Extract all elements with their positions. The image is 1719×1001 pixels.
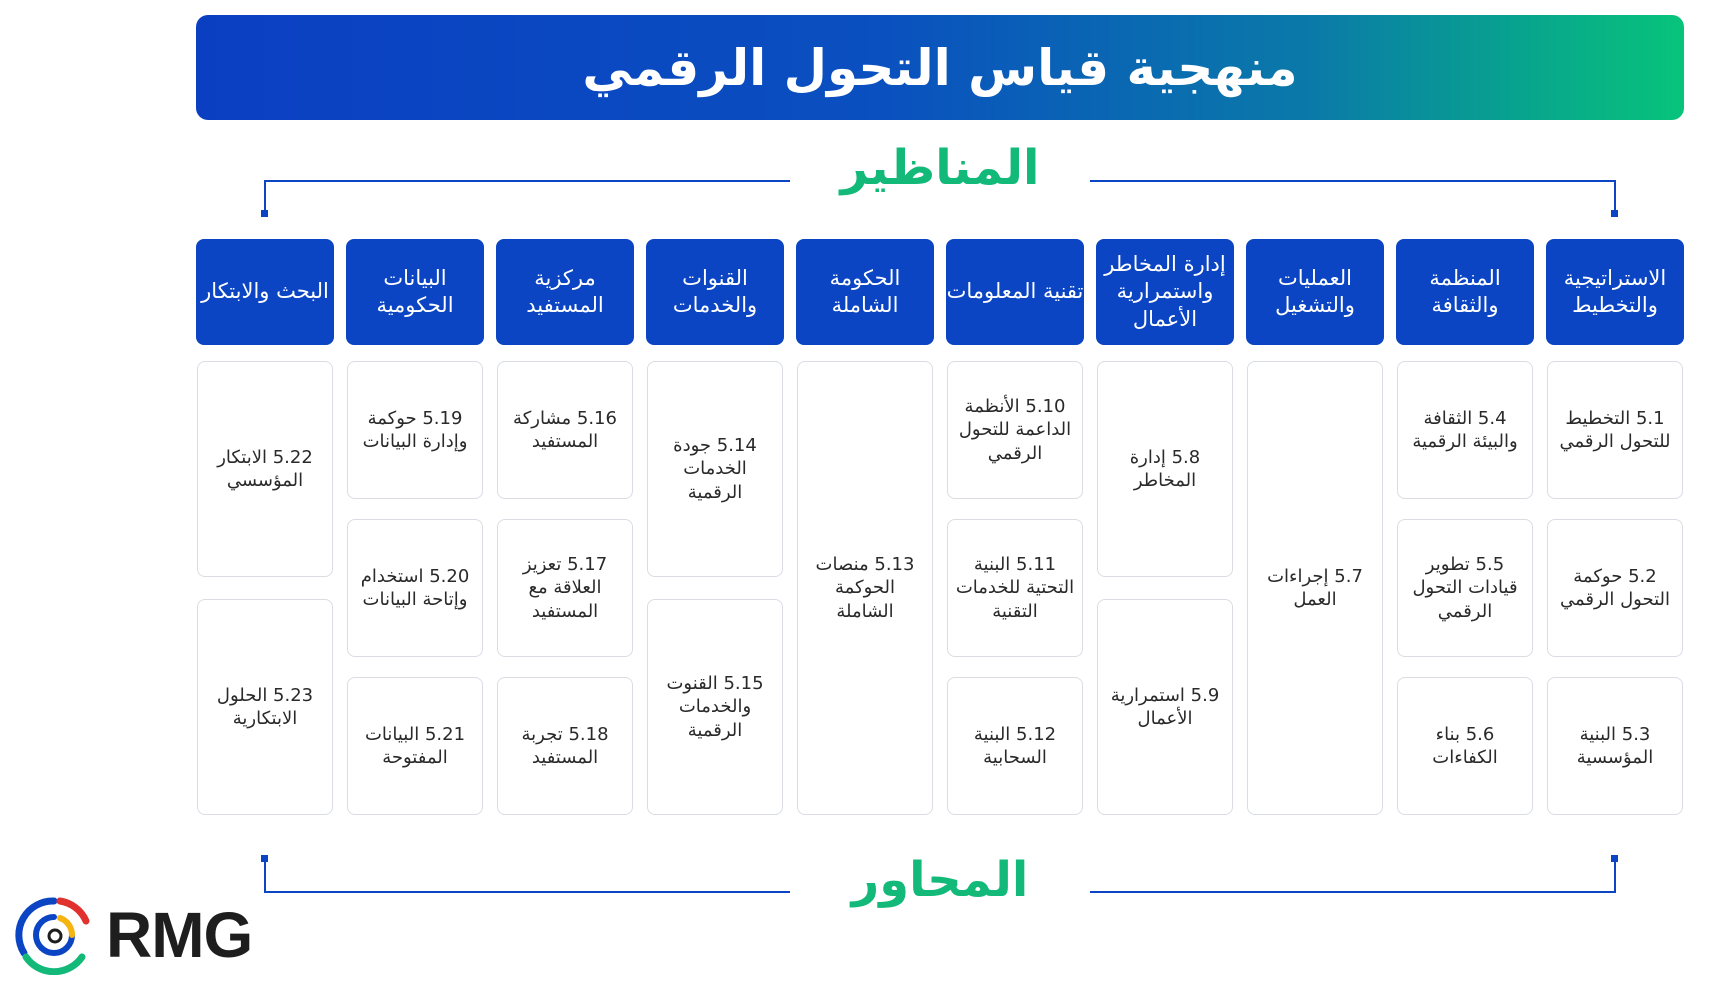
axis-item-5-10: 5.10 الأنظمة الداعمة للتحول الرقمي <box>947 361 1083 499</box>
column-header-governance: الحكومة الشاملة <box>796 239 934 345</box>
axis-item-5-8: 5.8 إدارة المخاطر <box>1097 361 1233 577</box>
axes-label: المحاور <box>790 852 1090 908</box>
axes-bracket-left-leg <box>264 858 266 892</box>
axes-bracket-right <box>1056 891 1616 893</box>
axis-item-5-9: 5.9 استمرارية الأعمال <box>1097 599 1233 815</box>
column-header-organization: المنظمة والثقافة <box>1396 239 1534 345</box>
column-header-operations: العمليات والتشغيل <box>1246 239 1384 345</box>
axis-item-5-16: 5.16 مشاركة المستفيد <box>497 361 633 499</box>
perspectives-bracket-right <box>1056 180 1616 182</box>
axis-item-5-22: 5.22 الابتكار المؤسسي <box>197 361 333 577</box>
axis-item-5-23: 5.23 الحلول الابتكارية <box>197 599 333 815</box>
axis-item-5-11: 5.11 البنية التحتية للخدمات التقنية <box>947 519 1083 657</box>
rmg-logo-text: RMG <box>106 899 253 971</box>
axis-item-5-18: 5.18 تجربة المستفيد <box>497 677 633 815</box>
axis-item-5-17: 5.17 تعزيز العلاقة مع المستفيد <box>497 519 633 657</box>
axis-item-5-6: 5.6 بناء الكفاءات <box>1397 677 1533 815</box>
column-header-risk: إدارة المخاطر واستمرارية الأعمال <box>1096 239 1234 345</box>
axis-item-5-3: 5.3 البنية المؤسسية <box>1547 677 1683 815</box>
bracket-end-marker <box>261 210 268 217</box>
axis-item-5-2: 5.2 حوكمة التحول الرقمي <box>1547 519 1683 657</box>
axis-item-5-15: 5.15 القنوت والخدمات الرقمية <box>647 599 783 815</box>
column-header-strategy: الاستراتيجية والتخطيط <box>1546 239 1684 345</box>
axis-item-5-12: 5.12 البنية السحابية <box>947 677 1083 815</box>
rmg-logo-icon <box>14 895 104 975</box>
axis-item-5-1: 5.1 التخطيط للتحول الرقمي <box>1547 361 1683 499</box>
page-title: منهجية قياس التحول الرقمي <box>582 38 1298 97</box>
page-title-banner <box>196 15 1684 120</box>
axis-item-5-7: 5.7 إجراءات العمل <box>1247 361 1383 815</box>
perspectives-bracket-right-leg <box>1614 180 1616 210</box>
bracket-end-marker <box>261 855 268 862</box>
axes-bracket-left <box>264 891 824 893</box>
perspectives-bracket-left <box>264 180 824 182</box>
column-header-channels: القنوات والخدمات <box>646 239 784 345</box>
axis-item-5-4: 5.4 الثقافة والبيئة الرقمية <box>1397 361 1533 499</box>
axis-item-5-20: 5.20 استخدام وإتاحة البيانات <box>347 519 483 657</box>
axis-item-5-14: 5.14 جودة الخدمات الرقمية <box>647 361 783 577</box>
axis-item-5-21: 5.21 البيانات المفتوحة <box>347 677 483 815</box>
axis-item-5-5: 5.5 تطوير قيادات التحول الرقمي <box>1397 519 1533 657</box>
axis-item-5-19: 5.19 حوكمة وإدارة البيانات <box>347 361 483 499</box>
column-header-data: البيانات الحكومية <box>346 239 484 345</box>
bracket-end-marker <box>1611 210 1618 217</box>
axes-bracket-right-leg <box>1614 858 1616 892</box>
axis-item-5-13: 5.13 منصات الحوكمة الشاملة <box>797 361 933 815</box>
perspectives-label: المناظير <box>790 140 1090 196</box>
column-header-innovation: البحث والابتكار <box>196 239 334 345</box>
bracket-end-marker <box>1611 855 1618 862</box>
perspectives-bracket-left-leg <box>264 180 266 210</box>
column-header-beneficiary: مركزية المستفيد <box>496 239 634 345</box>
column-header-it: تقنية المعلومات <box>946 239 1084 345</box>
